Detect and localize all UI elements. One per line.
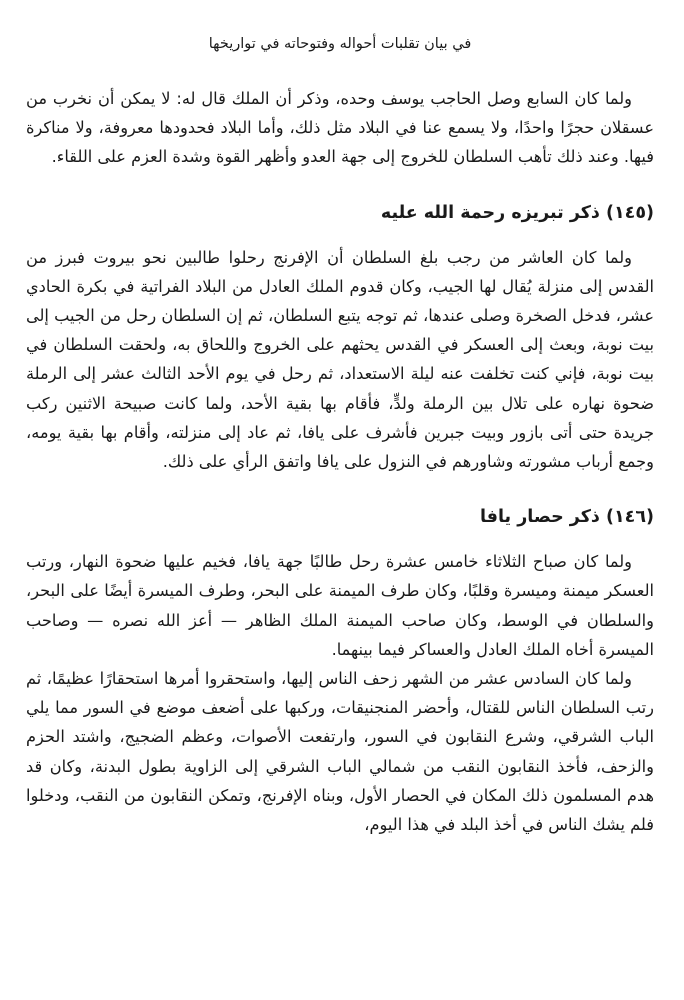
section-heading-146: (١٤٦) ذكر حصار يافا — [479, 507, 654, 528]
running-header: في بيان تقلبات أحواله وفتوحاته في تواريخها — [208, 36, 472, 52]
page-content — [26, 84, 654, 839]
section-heading-145: (١٤٥) ذكر تبريزه رحمة الله عليه — [380, 202, 654, 223]
book-page — [26, 0, 654, 1000]
paragraph: ولما كان العاشر من رجب بلغ السلطان أن الإفرنج رحلوا طالبين نحو بيروت فبرز من القدس إلى منزلة يُقال لها الجيب، وكان قدوم الملك العادل من البلاد الفراتية في بكرة الحادي عشر، فدخل الصخرة وصلى عندها، ثم توجه يتبع السلطان، ثم إن السلطان رحل من الجيب إلى بيت نوبة، وبعث إلى العسكر في القدس يحثهم على الخروج واللحاق به، ولحقت السلطان في بيت نوبة، فإني كنت تخلفت عنه ليلة الاستعداد، ثم رحل في يوم الأحد الثالث عشر إلى الرملة ضحوة نهاره على تلال بين الرملة ولدٍّ، فأقام بها بقية الأحد، ولما كانت صبيحة الاثنين ركب جريدة حتى أتى بازور وبيت جبرين فأشرف على يافا، ثم عاد إلى منزلته، وأقام بها بقية يومه، وجمع أرباب مشورته وشاورهم في النزول على يافا واتفق الرأي على ذلك. — [26, 247, 654, 472]
paragraph: ولما كان صباح الثلاثاء خامس عشرة رحل طالبًا جهة يافا، فخيم عليها ضحوة النهار، ورتب العسكر ميمنة وميسرة وقلبًا، وكان طرف الميمنة على البحر، وطرف الميسرة أيضًا على البحر، والسلطان في الوسط، وكان صاحب الميمنة الملك الظاهر — أعز الله نصره — وصاحب الميسرة أخاه الملك العادل والعساكر فيما بينهما. — [26, 552, 654, 659]
paragraph: ولما كان السابع وصل الحاجب يوسف وحده، وذكر أن الملك قال له: لا يمكن أن نخرب من عسقلان حجرًا واحدًا، ولا يسمع عنا في البلاد مثل ذلك، وأما البلاد فحدودها معروفة، ولا مناكرة فيها. وعند ذلك تأهب السلطان للخروج إلى جهة العدو وأظهر القوة وشدة العزم على اللقاء. — [26, 89, 654, 167]
paragraph: ولما كان السادس عشر من الشهر زحف الناس إليها، واستحقروا أمرها استحقارًا عظيمًا، ثم رتب السلطان الناس للقتال، وأحضر المنجنيقات، وركبها على أضعف موضع في السور مما يلي الباب الشرقي، وشرع النقابون في السور، وارتفعت الأصوات، وعظم الضجيج، واشتد الحزم والزحف، فأخذ النقابون النقب من شمالي الباب الشرقي إلى الزاوية بطول البدنة، وكان قد هدم المسلمون ذلك المكان في الحصار الأول، وبناه الإفرنج، وتمكن النقابون من النقب، ودخلوا فلم يشك الناس في أخذ البلد في هذا اليوم، — [26, 669, 654, 835]
